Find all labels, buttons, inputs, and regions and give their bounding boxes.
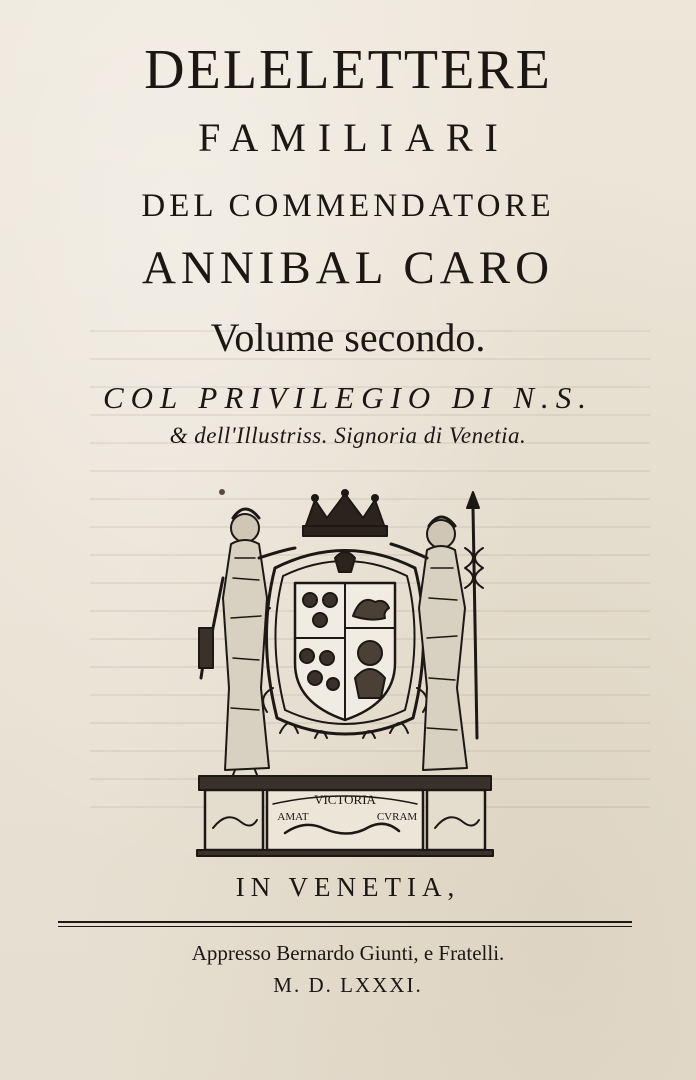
imprint-year: M. D. LXXXI. (273, 973, 423, 997)
imprint-place: IN VENETIA, (235, 872, 461, 902)
volume-label: Volume secondo. (210, 315, 486, 360)
author-name: ANNIBAL CARO (141, 242, 555, 294)
title-line-2: FAMILIARI (198, 115, 510, 160)
title-line-3: DEL COMMENDATORE (141, 188, 555, 224)
motto-left: AMAT (277, 811, 309, 823)
privilege-line-1: COL PRIVILEGIO DI N.S. (102, 380, 594, 415)
divider-rule (58, 921, 632, 923)
title-line-1: DELELETTERE (144, 39, 552, 101)
motto-top: VICTORIA (314, 792, 376, 807)
divider-rule-thin (58, 926, 632, 927)
motto-right: CVRAM (376, 811, 418, 823)
privilege-line-2: & dell'Illustriss. Signoria di Venetia. (169, 423, 527, 448)
imprint-printer: Appresso Bernardo Giunti, e Fratelli. (191, 941, 505, 965)
printers-mark-coat-of-arms-icon (195, 488, 495, 858)
